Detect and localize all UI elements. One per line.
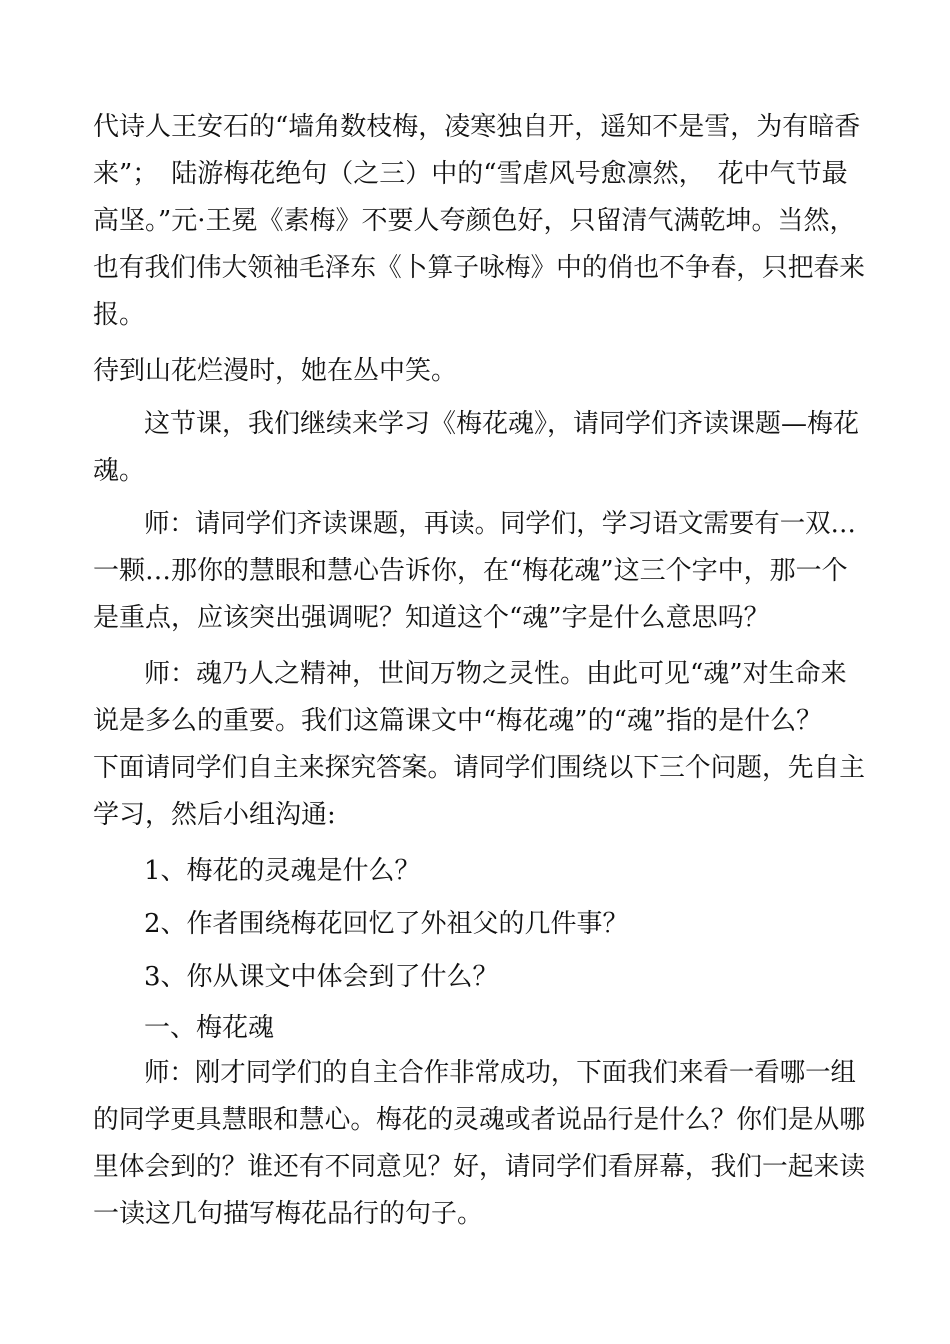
text-line: 说是多么的重要。我们这篇课文中“梅花魂”的“魂”指的是什么？ xyxy=(93,706,823,736)
text-line: 师：请同学们齐读课题，再读。同学们，学习语文需要有一双… xyxy=(144,509,856,539)
text-line: 高坚。”元·王冕《素梅》不要人夸颜色好，只留清气满乾坤。当然， xyxy=(93,206,856,236)
text-line: 一颗…那你的慧眼和慧心告诉你，在“梅花魂”这三个字中，那一个 xyxy=(93,556,848,586)
text-line: 师：刚才同学们的自主合作非常成功，下面我们来看一看哪一组 xyxy=(144,1058,856,1088)
text-line: 待到山花烂漫时，她在丛中笑。 xyxy=(93,356,458,386)
text-line: 是重点，应该突出强调呢？知道这个“魂”字是什么意思吗？ xyxy=(93,603,770,633)
text-line: 下面请同学们自主来探究答案。请同学们围绕以下三个问题，先自主 xyxy=(93,753,865,783)
text-line: 报。 xyxy=(93,300,146,330)
text-line: 代诗人王安石的“墙角数枝梅，凌寒独自开，遥知不是雪，为有暗香 xyxy=(93,112,861,142)
section-heading: 一、梅花魂 xyxy=(144,1013,275,1043)
list-item: 1、梅花的灵魂是什么？ xyxy=(144,856,421,886)
text-line: 里体会到的？谁还有不同意见？好，请同学们看屏幕，我们一起来读 xyxy=(93,1152,865,1182)
list-item: 3、你从课文中体会到了什么？ xyxy=(144,962,499,992)
text-line: 学习，然后小组沟通: xyxy=(93,800,336,830)
text-line: 来”； 陆游梅花绝句（之三）中的“雪虐风号愈凛然， 花中气节最 xyxy=(93,159,848,189)
text-line: 魂。 xyxy=(93,456,146,486)
text-line: 的同学更具慧眼和慧心。梅花的灵魂或者说品行是什么？你们是从哪 xyxy=(93,1105,865,1135)
text-line: 也有我们伟大领袖毛泽东《卜算子咏梅》中的俏也不争春，只把春来 xyxy=(93,253,865,283)
list-item: 2、作者围绕梅花回忆了外祖父的几件事？ xyxy=(144,909,629,939)
text-line: 这节课，我们继续来学习《梅花魂》，请同学们齐读课题—梅花 xyxy=(144,409,860,439)
text-line: 师：魂乃人之精神，世间万物之灵性。由此可见“魂”对生命来 xyxy=(144,659,847,689)
text-line: 一读这几句描写梅花品行的句子。 xyxy=(93,1199,484,1229)
